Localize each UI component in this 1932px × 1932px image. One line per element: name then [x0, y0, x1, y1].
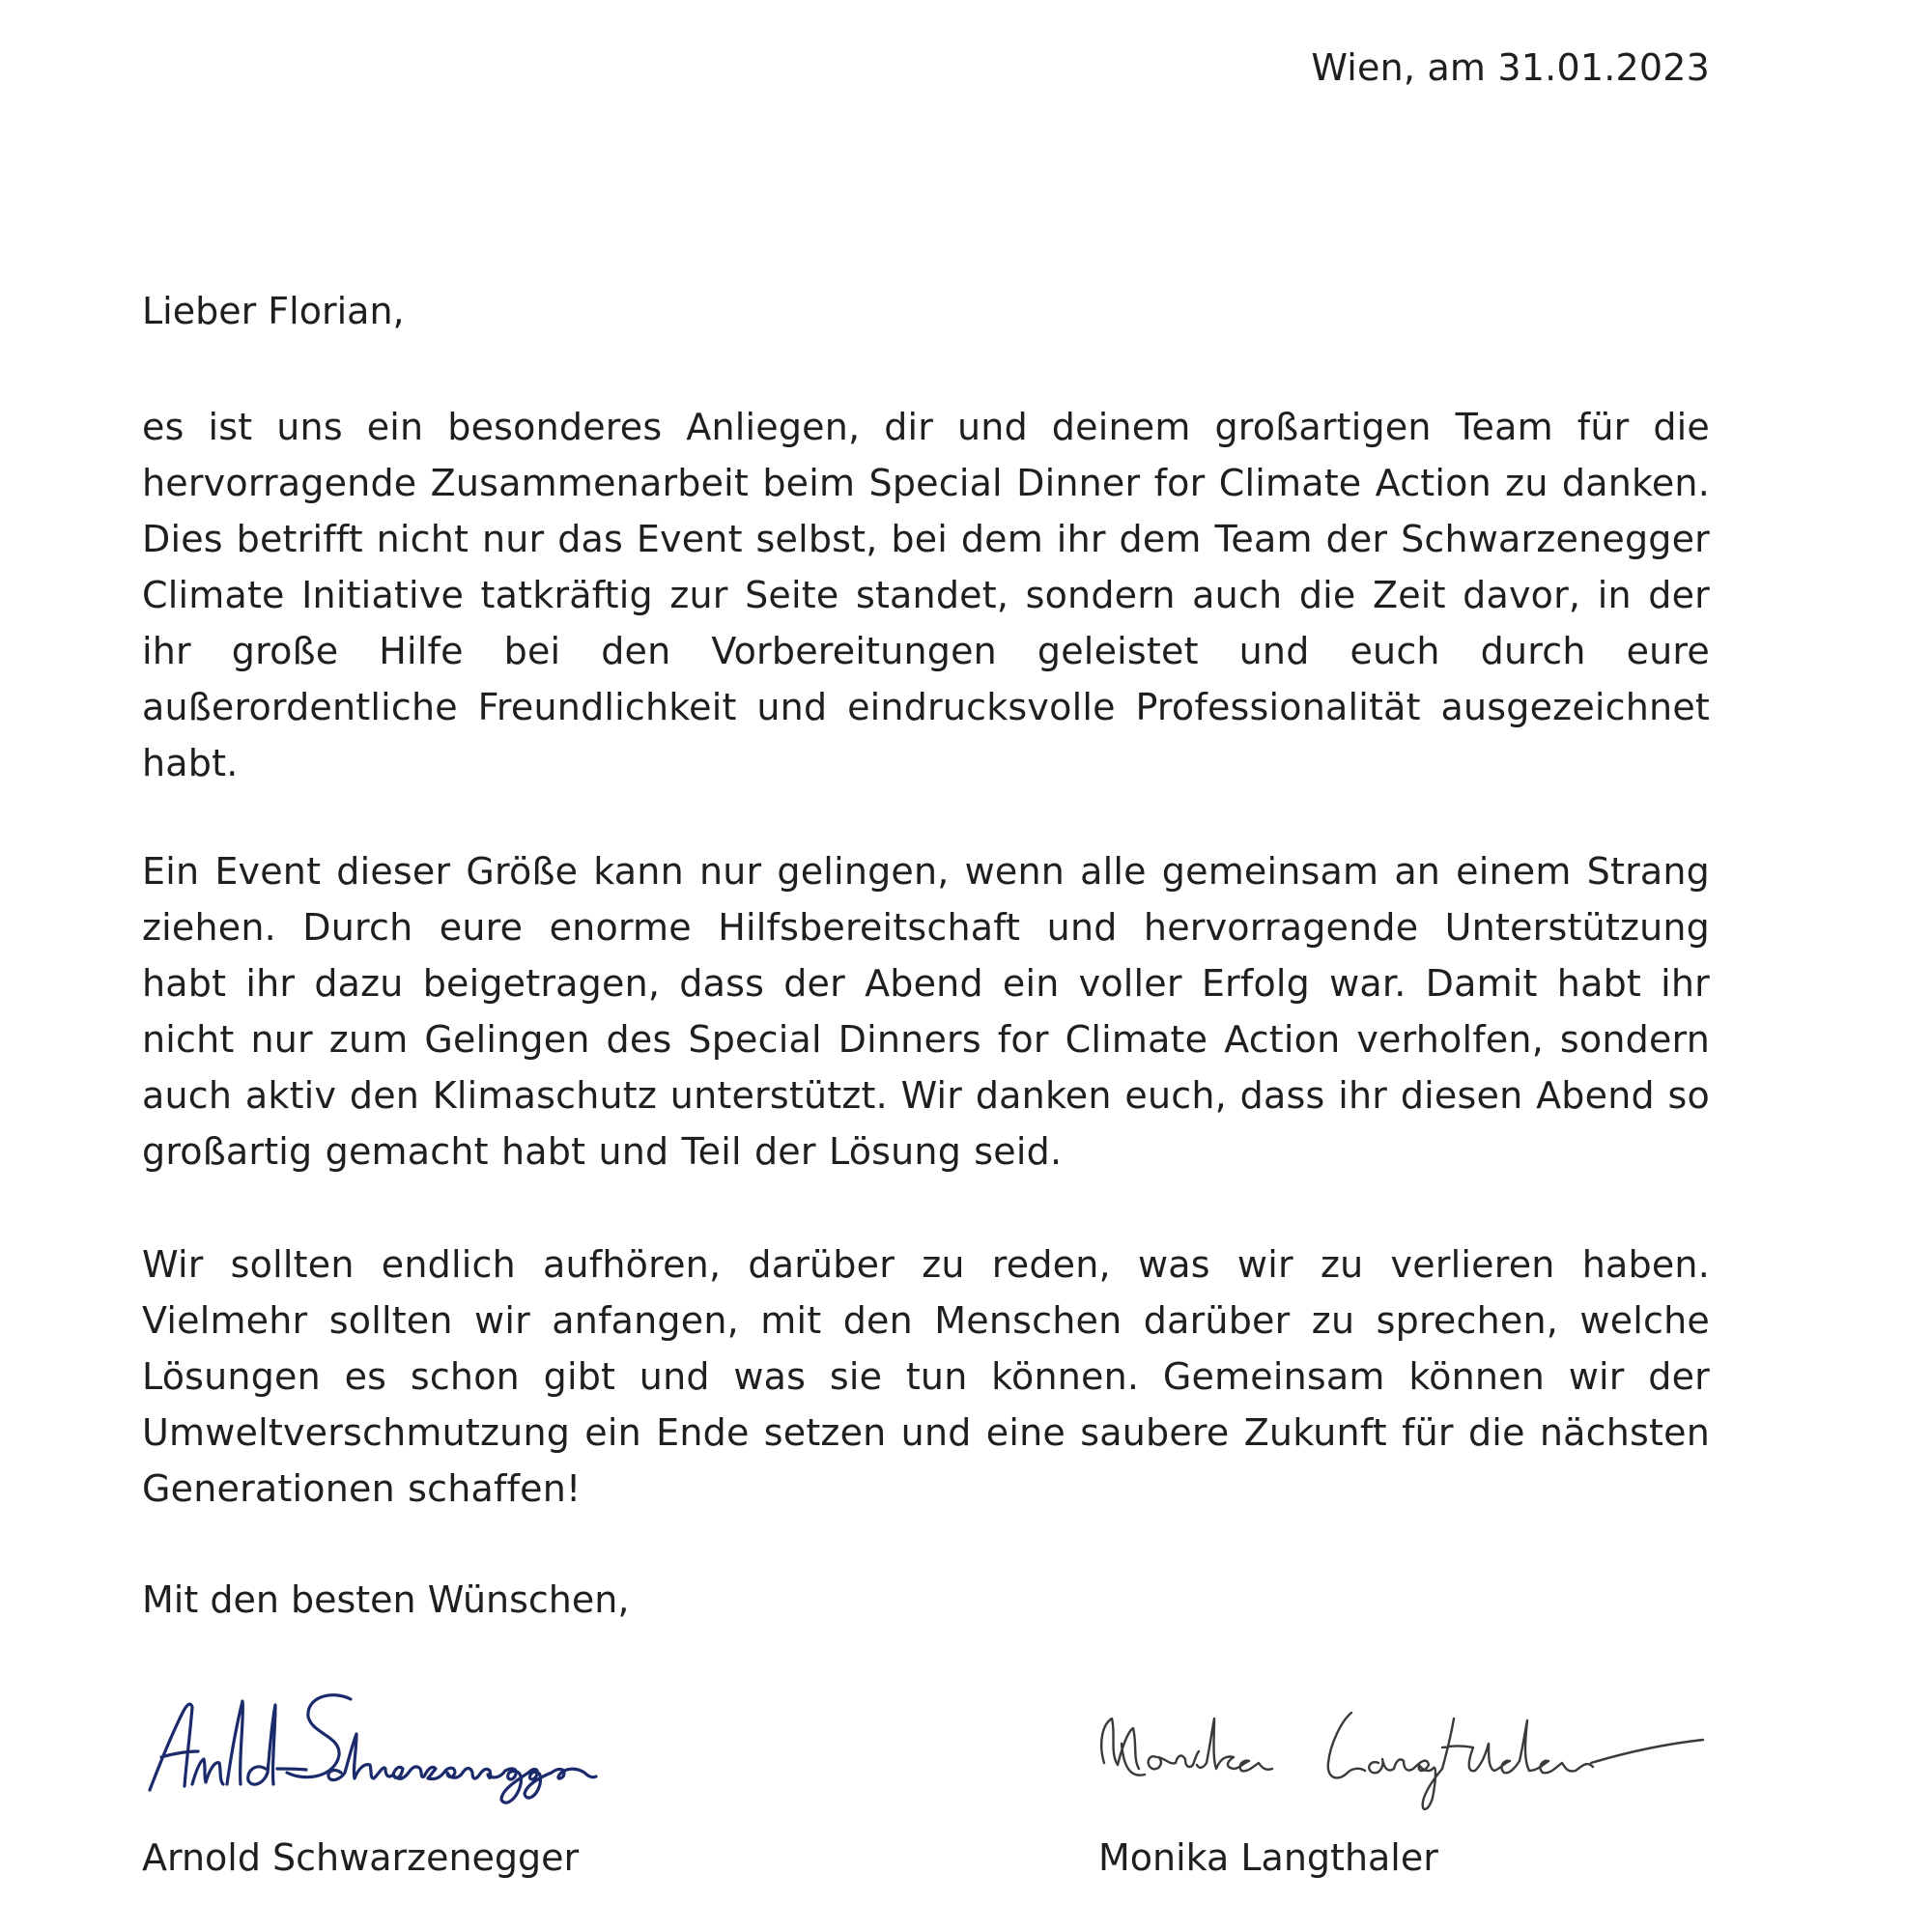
signer-name-monika: Monika Langthaler: [1098, 1836, 1438, 1879]
arnold-signature-image: [142, 1676, 644, 1816]
letter-page: [142, 0, 1710, 1932]
signer-name-arnold: Arnold Schwarzenegger: [142, 1836, 580, 1879]
closing-line: Mit den besten Wünschen,: [142, 1578, 630, 1621]
monika-signature-image: [1089, 1676, 1707, 1821]
body-paragraph-2: Ein Event dieser Größe kann nur gelingen, wenn alle gemeinsam an einem Strang ziehen. Durch eure enorme Hilfsbereitschaft und hervorragende Unterstützung habt ihr dazu beigetragen, dass der Abend ein voller Erfolg war. Damit habt ihr nicht nur zum Gelingen des Special Dinners for Climate Action verholfen, sondern auch aktiv den Klimaschutz unterstützt. Wir danken euch, dass ihr diesen Abend so großartig gemacht habt und Teil der Lösung seid.: [142, 850, 1710, 1173]
body-paragraph-3: Wir sollten endlich aufhören, darüber zu reden, was wir zu verlieren haben. Vielmehr sollten wir anfangen, mit den Menschen darüber zu sprechen, welche Lösungen es schon gibt und was sie tun können. Gemeinsam können wir der Umweltverschmutzung ein Ende setzen und eine saubere Zukunft für die nächsten Generationen schaffen!: [142, 1243, 1710, 1510]
salutation: Lieber Florian,: [142, 290, 405, 332]
body-paragraph-1: es ist uns ein besonderes Anliegen, dir und deinem großartigen Team für die hervorragende Zusammenarbeit beim Special Dinner for Climate Action zu danken. Dies betrifft nicht nur das Event selbst, bei dem ihr dem Team der Schwarzenegger Climate Initiative tatkräftig zur Seite standet, sondern auch die Zeit davor, in der ihr große Hilfe bei den Vorbereitungen geleistet und euch durch eure außerordentliche Freundlichkeit und eindrucksvolle Professionalität ausgezeichnet habt.: [142, 406, 1710, 784]
date-line: Wien, am 31.01.2023: [1311, 46, 1710, 89]
